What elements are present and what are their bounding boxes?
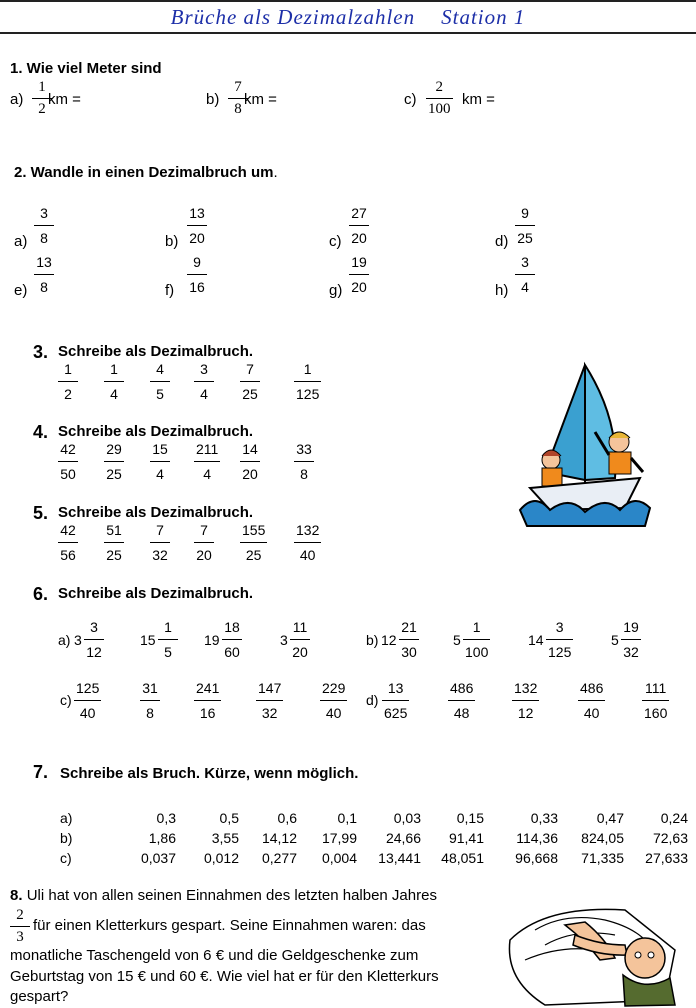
- task6-d-fraction-2-bar: [512, 700, 539, 701]
- task4-fraction-3-bar: [194, 461, 220, 462]
- task6-c-fraction-4-bar: [320, 700, 347, 701]
- task4-fraction-3-denominator: 4: [203, 466, 212, 482]
- task6-d-fraction-2-numerator: 132: [514, 680, 538, 696]
- task1-unit-1: km =: [244, 91, 277, 108]
- task6-a-fraction-1: [158, 620, 178, 659]
- task3-fraction-4-denominator: 25: [242, 386, 258, 402]
- task1-unit-0: km =: [48, 91, 81, 108]
- task8-line5: gespart?: [10, 988, 69, 1005]
- task6-b-fraction-1: [463, 620, 490, 659]
- task5-fraction-1: [104, 523, 124, 562]
- task1-label-2: c): [404, 91, 417, 108]
- task7-cell: 0,004: [321, 850, 357, 866]
- task6-b-fraction-3-numerator: 19: [623, 619, 639, 635]
- task7-cell: 0,03: [393, 810, 421, 826]
- task3-fraction-3-denominator: 4: [200, 386, 208, 402]
- task2-label-1: b): [165, 233, 179, 250]
- task6-a-fraction-2-denominator: 60: [224, 644, 240, 660]
- task4-fraction-1: [104, 442, 124, 481]
- task2-fraction-0-numerator: 3: [40, 205, 48, 221]
- task2-fraction-3-denominator: 25: [517, 230, 533, 246]
- task8-number: 8.: [10, 887, 23, 904]
- task6-d-fraction-2-denominator: 12: [517, 705, 534, 721]
- task1-fraction-1-denominator: 8: [234, 101, 242, 117]
- task2-fraction-3-numerator: 9: [521, 205, 529, 221]
- task7-cell: 0,5: [219, 810, 239, 826]
- task2-label-3: d): [495, 233, 509, 250]
- task1-label-1: b): [206, 91, 220, 108]
- task6-b-fraction-1-numerator: 1: [472, 619, 481, 635]
- task3-fraction-2: [150, 362, 170, 401]
- task4-number: 4.: [33, 422, 49, 442]
- task6-c-fraction-1: [140, 681, 160, 720]
- task8-fraction: [10, 908, 30, 945]
- task8-line2: für einen Kletterkurs gespart. Seine Einnahmen waren: das: [33, 917, 426, 934]
- task7-cell: 0,012: [203, 850, 239, 866]
- task6-b-fraction-0: [399, 620, 419, 659]
- task2-fraction-5-numerator: 9: [193, 254, 201, 270]
- worksheet-title: Brüche als Dezimalzahlen: [170, 4, 416, 29]
- task6-c-fraction-0-numerator: 125: [76, 680, 100, 696]
- task4-fraction-1-denominator: 25: [106, 466, 122, 482]
- task8-text1: Uli hat von allen seinen Einnahmen des letzten halben Jahres: [26, 887, 437, 904]
- task7-cell: 91,41: [448, 830, 484, 846]
- task2-fraction-7-numerator: 3: [521, 254, 529, 270]
- task7-cell: 96,668: [515, 850, 558, 866]
- task1-fraction-2-numerator: 2: [435, 79, 443, 95]
- task5-fraction-3-numerator: 7: [200, 522, 208, 538]
- task6-a-fraction-3: [290, 620, 310, 659]
- task4-fraction-5: [294, 442, 314, 481]
- task3-fraction-0: [58, 362, 78, 401]
- task2-label-5: f): [165, 282, 175, 299]
- task6-c-fraction-3-numerator: 147: [258, 680, 282, 696]
- task7-cell: 17,99: [321, 830, 357, 846]
- task2-label-2: c): [329, 233, 342, 250]
- task6-a-fraction-2-bar: [222, 639, 242, 640]
- task6-c-fraction-3: [256, 681, 283, 720]
- task4-fraction-0-bar: [58, 461, 78, 462]
- task6-d-fraction-1: [448, 681, 475, 720]
- task6-b-fraction-1-denominator: 100: [465, 644, 489, 660]
- task6-a-fraction-1-denominator: 5: [164, 644, 172, 660]
- task7-cell: 72,63: [652, 830, 688, 846]
- task6-a-fraction-3-bar: [290, 639, 310, 640]
- task2-fraction-4-bar: [34, 274, 54, 275]
- task3-fraction-2-denominator: 5: [156, 386, 164, 402]
- task7-cell: 71,335: [581, 850, 624, 866]
- task4-fraction-4-numerator: 14: [242, 441, 258, 457]
- task5-fraction-3-denominator: 20: [196, 547, 212, 563]
- task6-c-fraction-4-denominator: 40: [325, 705, 342, 721]
- task7-row-label: b): [60, 830, 73, 846]
- task5-fraction-0: [58, 523, 78, 562]
- task3-fraction-2-bar: [150, 381, 170, 382]
- task6-d-fraction-0-denominator: 625: [384, 705, 408, 721]
- task3-fraction-1-numerator: 1: [110, 361, 118, 377]
- task6-a-fraction-1-numerator: 1: [164, 619, 172, 635]
- task2-fraction-6-denominator: 20: [351, 279, 367, 295]
- task6-a-fraction-0-numerator: 3: [90, 619, 98, 635]
- task2-fraction-5-denominator: 16: [189, 279, 205, 295]
- task5-fraction-1-denominator: 25: [106, 547, 122, 563]
- task1-fraction-0-denominator: 2: [38, 101, 46, 117]
- task6-d-fraction-4: [642, 681, 669, 720]
- station-label: Station 1: [441, 4, 526, 29]
- task4-fraction-4-denominator: 20: [242, 466, 258, 482]
- task6-label-c: c): [60, 692, 72, 708]
- task8-line1: [10, 886, 490, 906]
- task6-d-fraction-3-bar: [578, 700, 605, 701]
- task1-fraction-0-numerator: 1: [38, 79, 46, 95]
- task3-fraction-4-bar: [240, 381, 260, 382]
- task6-b-fraction-3-bar: [621, 639, 641, 640]
- task6-a-fraction-1-bar: [158, 639, 178, 640]
- task5-fraction-5-numerator: 132: [296, 522, 320, 538]
- task6-c-fraction-3-denominator: 32: [261, 705, 278, 721]
- task5-fraction-0-denominator: 56: [60, 547, 76, 563]
- task7-cell: 0,24: [660, 810, 688, 826]
- task6-d-fraction-3-denominator: 40: [583, 705, 600, 721]
- task2-fraction-1: [187, 206, 207, 245]
- task1-title: 1. Wie viel Meter sind: [10, 60, 162, 77]
- task4-fraction-4: [240, 442, 260, 481]
- task7-cell: 0,47: [596, 810, 624, 826]
- task1-fraction-2-denominator: 100: [428, 101, 451, 117]
- task7-cell: 27,633: [645, 850, 688, 866]
- task2-fraction-6-bar: [349, 274, 369, 275]
- task6-c-fraction-0-denominator: 40: [79, 705, 96, 721]
- task6-b-fraction-2-bar: [546, 639, 573, 640]
- task5-fraction-4-denominator: 25: [245, 547, 262, 563]
- task6-label-b: b): [366, 632, 379, 648]
- task7-cell: 0,037: [140, 850, 176, 866]
- task4-fraction-2-denominator: 4: [156, 466, 164, 482]
- task3-title: Schreibe als Dezimalbruch.: [58, 343, 254, 360]
- task3-fraction-3-numerator: 3: [200, 361, 208, 377]
- task5-fraction-4-numerator: 155: [242, 522, 266, 538]
- task8-line4: Geburtstag von 15 € und 60 €. Wie viel hat er für den Kletterkurs: [10, 968, 439, 985]
- task2-label-7: h): [495, 282, 509, 299]
- task2-fraction-4-denominator: 8: [40, 279, 48, 295]
- task7-row-label: a): [60, 810, 73, 826]
- task6-b-fraction-2-denominator: 125: [548, 644, 572, 660]
- task2-fraction-5: [187, 255, 207, 294]
- task2-fraction-0-denominator: 8: [40, 230, 48, 246]
- task2-fraction-1-denominator: 20: [189, 230, 205, 246]
- task7-cell: 0,1: [337, 810, 357, 826]
- task4-fraction-2-bar: [150, 461, 170, 462]
- task3-fraction-2-numerator: 4: [156, 361, 164, 377]
- task6-d-fraction-1-denominator: 48: [453, 705, 470, 721]
- task3-fraction-1-bar: [104, 381, 124, 382]
- task6-a-fraction-0: [84, 620, 104, 659]
- task2-fraction-2-denominator: 20: [351, 230, 367, 246]
- task3-fraction-0-denominator: 2: [64, 386, 72, 402]
- task6-c-fraction-1-numerator: 31: [142, 680, 158, 696]
- task7-number: 7.: [33, 762, 49, 782]
- task2-fraction-0: [34, 206, 54, 245]
- task6-a-fraction-3-denominator: 20: [292, 644, 308, 660]
- task7-cell: 13,441: [378, 850, 421, 866]
- task4-fraction-3: [194, 442, 220, 481]
- task3-fraction-0-numerator: 1: [64, 361, 72, 377]
- task4-fraction-4-bar: [240, 461, 260, 462]
- task2-fraction-6: [349, 255, 369, 294]
- task6-b-fraction-0-numerator: 21: [401, 619, 417, 635]
- task8-frac-n: 2: [16, 907, 24, 923]
- task2-fraction-3-bar: [515, 225, 535, 226]
- task6-b-fraction-0-bar: [399, 639, 419, 640]
- task3-fraction-1: [104, 362, 124, 401]
- task3-fraction-4-numerator: 7: [246, 361, 254, 377]
- task5-fraction-3: [194, 523, 214, 562]
- task1-fraction-1-numerator: 7: [234, 79, 242, 95]
- task2-title-dot: .: [273, 164, 278, 181]
- task6-d-fraction-4-denominator: 160: [644, 705, 668, 721]
- task5-fraction-4: [240, 523, 267, 562]
- task7-row-label: c): [60, 850, 72, 866]
- task6-a-fraction-2-numerator: 18: [224, 619, 240, 635]
- task6-c-fraction-2-denominator: 16: [199, 705, 216, 721]
- task6-c-fraction-2: [194, 681, 221, 720]
- task7-cell: 24,66: [385, 830, 421, 846]
- task5-fraction-1-numerator: 51: [106, 522, 122, 538]
- task6-c-fraction-0-bar: [74, 700, 101, 701]
- task2-fraction-0-bar: [34, 225, 54, 226]
- task1-fraction-2-bar: [426, 98, 453, 99]
- task6-d-fraction-4-bar: [642, 700, 669, 701]
- task3-fraction-5-denominator: 125: [296, 386, 320, 402]
- task4-fraction-5-numerator: 33: [296, 441, 312, 457]
- task6-c-fraction-3-bar: [256, 700, 283, 701]
- task6-a-fraction-0-bar: [84, 639, 104, 640]
- task6-b-whole-3: 5: [611, 632, 619, 648]
- task6-c-fraction-4-numerator: 229: [322, 680, 346, 696]
- task7-cell: 14,12: [261, 830, 297, 846]
- task6-d-fraction-3: [578, 681, 605, 720]
- task6-a-whole-2: 19: [204, 632, 220, 648]
- task3-fraction-3: [194, 362, 214, 401]
- task6-d-fraction-3-numerator: 486: [580, 680, 604, 696]
- task4-fraction-0: [58, 442, 78, 481]
- task5-fraction-3-bar: [194, 542, 214, 543]
- task2-title-text: 2. Wandle in einen Dezimalbruch um: [14, 164, 274, 181]
- task4-fraction-1-numerator: 29: [106, 441, 122, 457]
- task6-c-fraction-1-bar: [140, 700, 160, 701]
- task6-d-fraction-1-bar: [448, 700, 475, 701]
- task7-cell: 0,15: [456, 810, 484, 826]
- task5-fraction-2-bar: [150, 542, 170, 543]
- task6-d-fraction-0-numerator: 13: [387, 680, 404, 696]
- task6-a-whole-3: 3: [280, 632, 288, 648]
- task6-b-fraction-2: [546, 620, 573, 659]
- task3-fraction-4: [240, 362, 260, 401]
- task2-fraction-5-bar: [187, 274, 207, 275]
- task6-a-fraction-3-numerator: 11: [292, 619, 308, 635]
- task2-fraction-4-numerator: 13: [36, 254, 52, 270]
- task7-cell: 0,3: [156, 810, 176, 826]
- task6-b-fraction-3-denominator: 32: [623, 644, 639, 660]
- task5-fraction-2-denominator: 32: [152, 547, 168, 563]
- task6-title: Schreibe als Dezimalbruch.: [58, 585, 254, 602]
- task6-b-fraction-1-bar: [463, 639, 490, 640]
- task8-frac-d: 3: [16, 929, 24, 945]
- task4-title: Schreibe als Dezimalbruch.: [58, 423, 254, 440]
- task5-fraction-5: [294, 523, 321, 562]
- task2-fraction-1-numerator: 13: [189, 205, 205, 221]
- task6-a-fraction-0-denominator: 12: [86, 644, 102, 660]
- task4-fraction-1-bar: [104, 461, 124, 462]
- task2-fraction-7-denominator: 4: [521, 279, 529, 295]
- task3-fraction-5: [294, 362, 321, 401]
- task5-fraction-5-denominator: 40: [299, 547, 316, 563]
- task2-fraction-7-bar: [515, 274, 535, 275]
- task8-line3: monatliche Taschengeld von 6 € und die Geldgeschenke zum: [10, 947, 419, 964]
- task7-cell: 114,36: [516, 830, 558, 846]
- task4-fraction-5-bar: [294, 461, 314, 462]
- task6-d-fraction-0-bar: [382, 700, 409, 701]
- task6-c-fraction-1-denominator: 8: [146, 705, 154, 721]
- task6-b-whole-1: 5: [453, 632, 461, 648]
- task1-label-0: a): [10, 91, 24, 108]
- task2-fraction-2: [349, 206, 369, 245]
- task7-title: Schreibe als Bruch. Kürze, wenn möglich.: [60, 765, 359, 782]
- task2-fraction-4: [34, 255, 54, 294]
- task5-number: 5.: [33, 503, 49, 523]
- task6-b-fraction-3: [621, 620, 641, 659]
- task6-d-fraction-4-numerator: 111: [645, 680, 667, 696]
- climber-illustration-icon: [505, 900, 695, 1008]
- task4-fraction-0-denominator: 50: [60, 466, 76, 482]
- task7-cell: 824,05: [581, 830, 624, 846]
- task3-fraction-1-denominator: 4: [110, 386, 118, 402]
- task3-fraction-5-bar: [294, 381, 321, 382]
- task6-b-whole-2: 14: [528, 632, 544, 648]
- task5-fraction-0-numerator: 42: [60, 522, 76, 538]
- task2-fraction-2-numerator: 27: [351, 205, 367, 221]
- task6-b-fraction-2-numerator: 3: [555, 619, 564, 635]
- task5-fraction-1-bar: [104, 542, 124, 543]
- task6-label-d: d): [366, 692, 379, 708]
- task7-cell: 48,051: [441, 850, 484, 866]
- sailboat-illustration-icon: [515, 360, 655, 530]
- task2-fraction-6-numerator: 19: [351, 254, 367, 270]
- task6-a-whole-0: 3: [74, 632, 82, 648]
- task1-unit-2: km =: [462, 91, 495, 108]
- task4-fraction-3-numerator: 211: [196, 441, 219, 457]
- task7-cell: 0,277: [261, 850, 297, 866]
- task6-a-whole-1: 15: [140, 632, 156, 648]
- task4-fraction-2-numerator: 15: [152, 441, 168, 457]
- task6-d-fraction-0: [382, 681, 409, 720]
- task6-number: 6.: [33, 584, 49, 604]
- task7-cell: 1,86: [148, 830, 176, 846]
- task6-c-fraction-4: [320, 681, 347, 720]
- task2-fraction-7: [515, 255, 535, 294]
- task6-c-fraction-2-bar: [194, 700, 221, 701]
- task6-d-fraction-1-numerator: 486: [450, 680, 474, 696]
- task7-cell: 0,33: [530, 810, 558, 826]
- task4-fraction-5-denominator: 8: [300, 466, 308, 482]
- task2-label-6: g): [329, 282, 343, 299]
- task6-c-fraction-0: [74, 681, 101, 720]
- task2-label-0: a): [14, 233, 28, 250]
- task6-c-fraction-2-numerator: 241: [196, 680, 220, 696]
- task6-b-whole-0: 12: [381, 632, 397, 648]
- task3-fraction-3-bar: [194, 381, 214, 382]
- task1-fraction-2: [426, 80, 453, 117]
- task3-number: 3.: [33, 342, 49, 362]
- task2-fraction-3: [515, 206, 535, 245]
- worksheet-header: [0, 0, 696, 34]
- task5-fraction-2-numerator: 7: [156, 522, 164, 538]
- task5-fraction-0-bar: [58, 542, 78, 543]
- task2-title: [14, 164, 278, 181]
- task5-fraction-5-bar: [294, 542, 321, 543]
- task6-b-fraction-0-denominator: 30: [401, 644, 417, 660]
- task6-label-a: a): [58, 632, 71, 648]
- task6-a-fraction-2: [222, 620, 242, 659]
- task5-fraction-4-bar: [240, 542, 267, 543]
- task6-d-fraction-2: [512, 681, 539, 720]
- task3-fraction-5-numerator: 1: [303, 361, 312, 377]
- task2-fraction-1-bar: [187, 225, 207, 226]
- task5-fraction-2: [150, 523, 170, 562]
- task2-label-4: e): [14, 282, 28, 299]
- task2-fraction-2-bar: [349, 225, 369, 226]
- task7-cell: 0,6: [277, 810, 297, 826]
- task3-fraction-0-bar: [58, 381, 78, 382]
- task5-title: Schreibe als Dezimalbruch.: [58, 504, 254, 521]
- task7-cell: 3,55: [211, 830, 239, 846]
- task4-fraction-2: [150, 442, 170, 481]
- task4-fraction-0-numerator: 42: [60, 441, 76, 457]
